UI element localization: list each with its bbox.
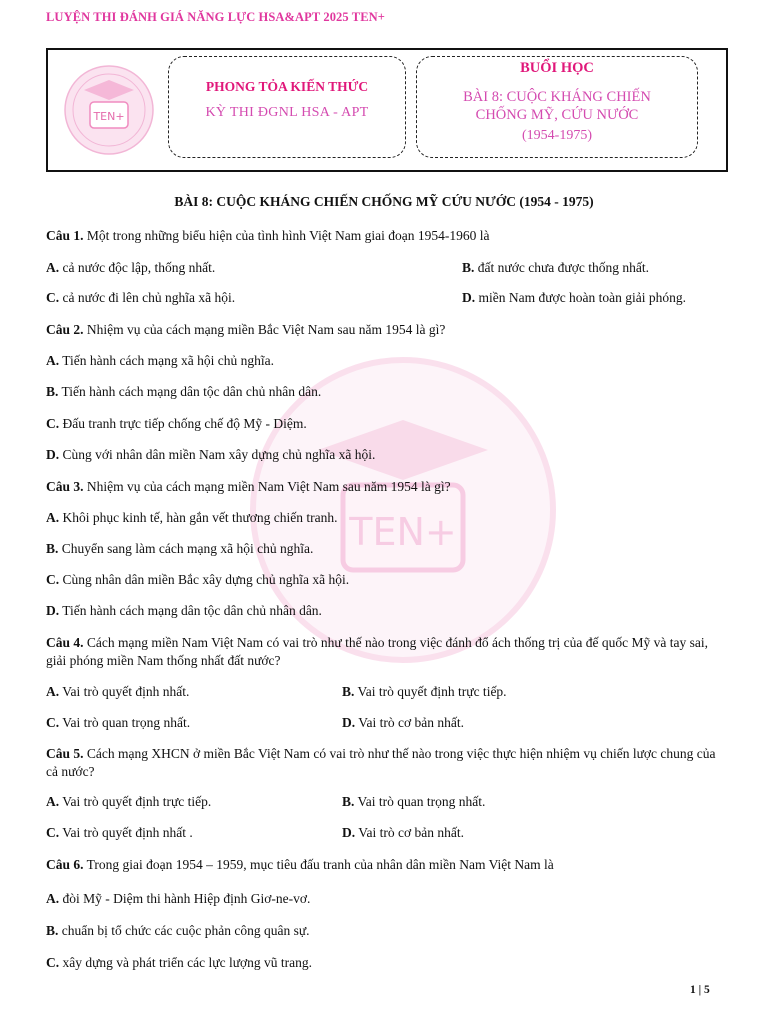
question-label: Câu 1. bbox=[46, 228, 84, 243]
question-6: Câu 6. Trong giai đoạn 1954 – 1959, mục tiêu đấu tranh của nhân dân miền Nam Việt Nam là bbox=[46, 857, 554, 872]
logo-text: TEN+ bbox=[93, 110, 125, 123]
option-2b: B. Tiến hành cách mạng dân tộc dân chủ nhân dân. bbox=[46, 384, 322, 399]
top-header-line: LUYỆN THI ĐÁNH GIÁ NĂNG LỰC HSA&APT 2025 TEN+ bbox=[46, 10, 385, 24]
question-4: Câu 4. Cách mạng miền Nam Việt Nam có vai trò như thế nào trong việc đánh đổ ách thống trị của đế quốc Mỹ và tay sai, giải phóng miền Nam thống nhất đất nước? bbox=[46, 635, 708, 668]
question-2: Câu 2. Nhiệm vụ của cách mạng miền Bắc Việt Nam sau năm 1954 là gì? bbox=[46, 322, 446, 337]
option-3c: C. Cùng nhân dân miền Bắc xây dựng chủ nghĩa xã hội. bbox=[46, 572, 350, 587]
page-number: 1 | 5 bbox=[690, 984, 710, 996]
lesson-title-line1: BÀI 8: CUỘC KHÁNG CHIẾN bbox=[463, 89, 651, 105]
option-6b: B. chuẩn bị tổ chức các cuộc phản công quân sự. bbox=[46, 923, 310, 938]
lesson-years: (1954-1975) bbox=[522, 128, 592, 143]
option-3d: D. Tiến hành cách mạng dân tộc dân chủ nhân dân. bbox=[46, 603, 322, 618]
option-1b: B. đất nước chưa được thống nhất. bbox=[462, 260, 649, 275]
program-subtitle: KỲ THI ĐGNL HSA - APT bbox=[205, 105, 369, 120]
question-1 bbox=[46, 226, 489, 246]
option-5d: D. Vai trò cơ bản nhất. bbox=[342, 825, 464, 840]
option-5a: A. Vai trò quyết định trực tiếp. bbox=[46, 794, 212, 809]
question-3: Câu 3. Nhiệm vụ của cách mạng miền Nam Việt Nam sau năm 1954 là gì? bbox=[46, 479, 451, 494]
question-5: Câu 5. Cách mạng XHCN ở miền Bắc Việt Nam có vai trò như thế nào trong việc thực hiện nhiệm vụ chiến lược chung của cả nước? bbox=[46, 746, 716, 779]
document-title: BÀI 8: CUỘC KHÁNG CHIẾN CHỐNG MỸ CỨU NƯỚC (1954 - 1975) bbox=[174, 194, 594, 209]
option-2c: C. Đấu tranh trực tiếp chống chế độ Mỹ - Diệm. bbox=[46, 416, 307, 431]
lesson-label: BUỔI HỌC bbox=[520, 60, 594, 76]
option-6a: A. đòi Mỹ - Diệm thi hành Hiệp định Giơ-ne-vơ. bbox=[46, 891, 311, 906]
option-1c: C. cả nước đi lên chủ nghĩa xã hội. bbox=[46, 290, 236, 305]
option-5c: C. Vai trò quyết định nhất . bbox=[46, 825, 193, 840]
ten-plus-logo bbox=[54, 58, 164, 162]
question-text: Một trong những biểu hiện của tình hình Việt Nam giai đoạn 1954-1960 là bbox=[83, 228, 490, 243]
option-4a: A. Vai trò quyết định nhất. bbox=[46, 684, 190, 699]
option-3b: B. Chuyển sang làm cách mạng xã hội chủ nghĩa. bbox=[46, 541, 314, 556]
option-3a: A. Khôi phục kinh tế, hàn gắn vết thương chiến tranh. bbox=[46, 510, 338, 525]
lesson-box bbox=[416, 56, 698, 158]
option-1a: A. cả nước độc lập, thống nhất. bbox=[46, 260, 216, 275]
watermark-text: TEN+ bbox=[349, 510, 457, 554]
option-4b: B. Vai trò quyết định trực tiếp. bbox=[342, 684, 507, 699]
option-4c: C. Vai trò quan trọng nhất. bbox=[46, 715, 191, 730]
option-6c: C. xây dựng và phát triển các lực lượng vũ trang. bbox=[46, 955, 313, 970]
option-4d: D. Vai trò cơ bản nhất. bbox=[342, 715, 464, 730]
option-2d: D. Cùng với nhân dân miền Nam xây dựng chủ nghĩa xã hội. bbox=[46, 447, 376, 462]
program-box bbox=[168, 56, 406, 158]
option-5b: B. Vai trò quan trọng nhất. bbox=[342, 794, 486, 809]
option-2a: A. Tiến hành cách mạng xã hội chủ nghĩa. bbox=[46, 353, 274, 368]
program-title: PHONG TỎA KIẾN THỨC bbox=[205, 79, 369, 94]
lesson-title bbox=[417, 88, 697, 124]
option-1d: D. miền Nam được hoàn toàn giải phóng. bbox=[462, 290, 687, 305]
lesson-title-line2: CHỐNG MỸ, CỨU NƯỚC bbox=[475, 107, 639, 123]
